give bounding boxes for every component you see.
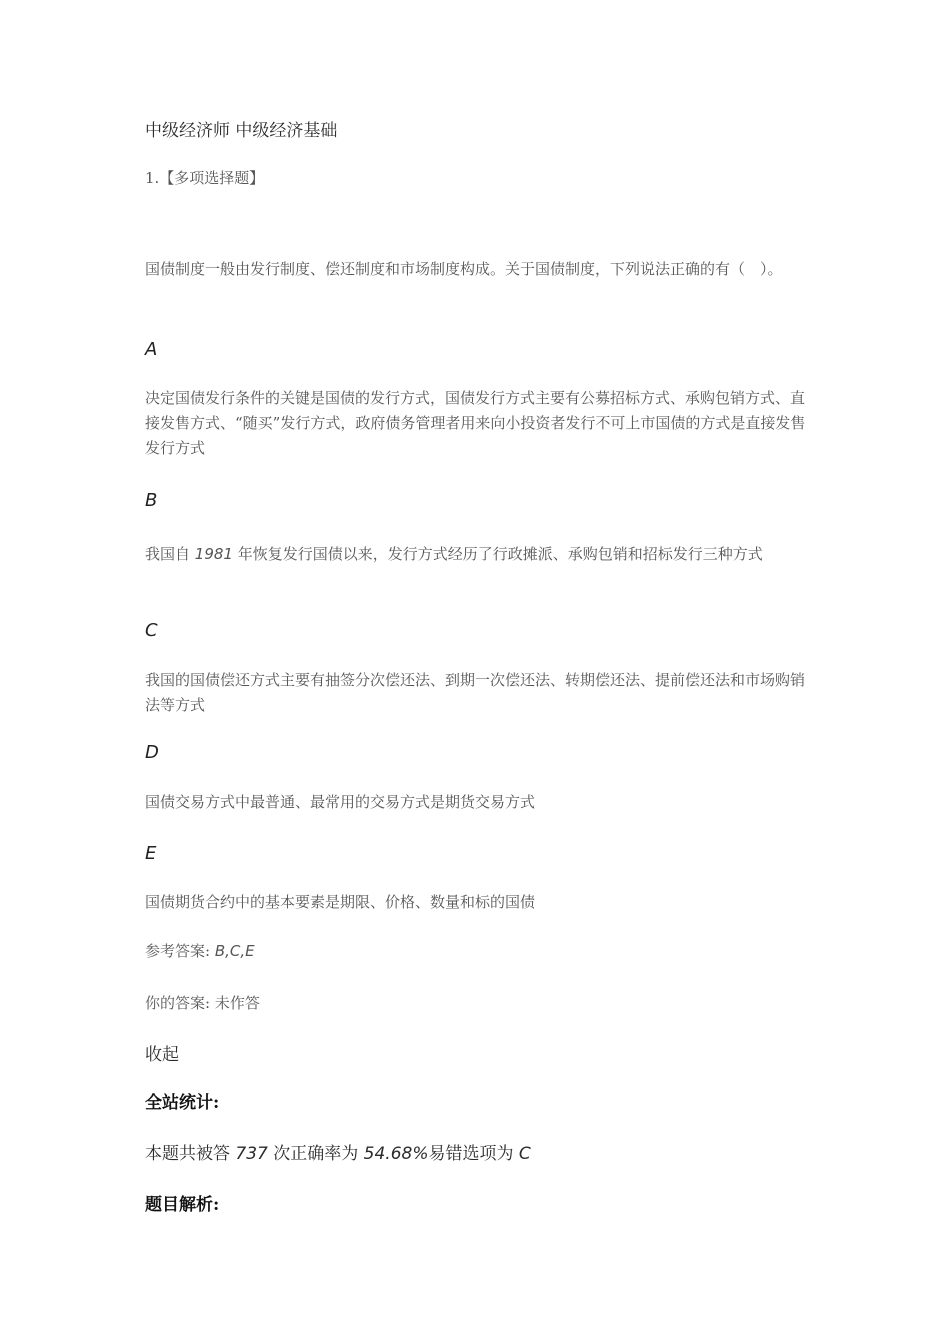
option-c-letter: C [145,620,158,641]
option-b-text-after: 年恢复发行国债以来，发行方式经历了行政摊派、承购包销和招标发行三种方式 [232,545,763,563]
stats-rate: 54.68% [363,1144,429,1164]
collapse-button[interactable]: 收起 [145,1045,179,1065]
question-type: 1.【多项选择题】 [145,169,265,187]
stats-wrong-option: C [518,1144,531,1164]
stats-count: 737 [235,1144,268,1164]
your-answer-label: 你的答案: [145,994,215,1012]
stats-text [145,1139,531,1164]
stats-middle2: 易错选项为 [428,1144,519,1164]
option-e-text: 国债期货合约中的基本要素是期限、价格、数量和标的国债 [145,893,536,911]
stats-middle: 次正确率为 [267,1144,364,1164]
stats-prefix: 本题共被答 [145,1144,236,1164]
option-a-text: 决定国债发行条件的关键是国债的发行方式，国债发行方式主要有公募招标方式、承购包销方式、直接发售方式、“随买”发行方式，政府债务管理者用来向小投资者发行不可上市国债的方式是直接发售发行方式 [145,389,806,457]
option-d-letter: D [145,742,159,763]
reference-answer-value: B,C,E [214,942,255,960]
reference-answer-label: 参考答案: [145,942,215,960]
option-b-year: 1981 [194,545,233,563]
question-stem: 国债制度一般由发行制度、偿还制度和市场制度构成。关于国债制度，下列说法正确的有（ ）。 [145,260,783,278]
option-b-text-before: 我国自 [145,545,195,563]
option-b-text [145,542,815,567]
reference-answer [145,940,255,961]
your-answer [145,992,260,1013]
your-answer-value: 未作答 [214,994,260,1012]
page-title: 中级经济师 中级经济基础 [145,121,338,141]
stats-heading: 全站统计: [145,1093,220,1113]
analysis-heading: 题目解析: [145,1195,220,1215]
option-e-letter: E [145,843,157,864]
option-d-text: 国债交易方式中最普通、最常用的交易方式是期货交易方式 [145,793,536,811]
option-c-text: 我国的国债偿还方式主要有抽签分次偿还法、到期一次偿还法、转期偿还法、提前偿还法和市场购销法等方式 [145,671,806,714]
option-a-letter: A [145,339,158,360]
option-b-letter: B [145,490,158,511]
